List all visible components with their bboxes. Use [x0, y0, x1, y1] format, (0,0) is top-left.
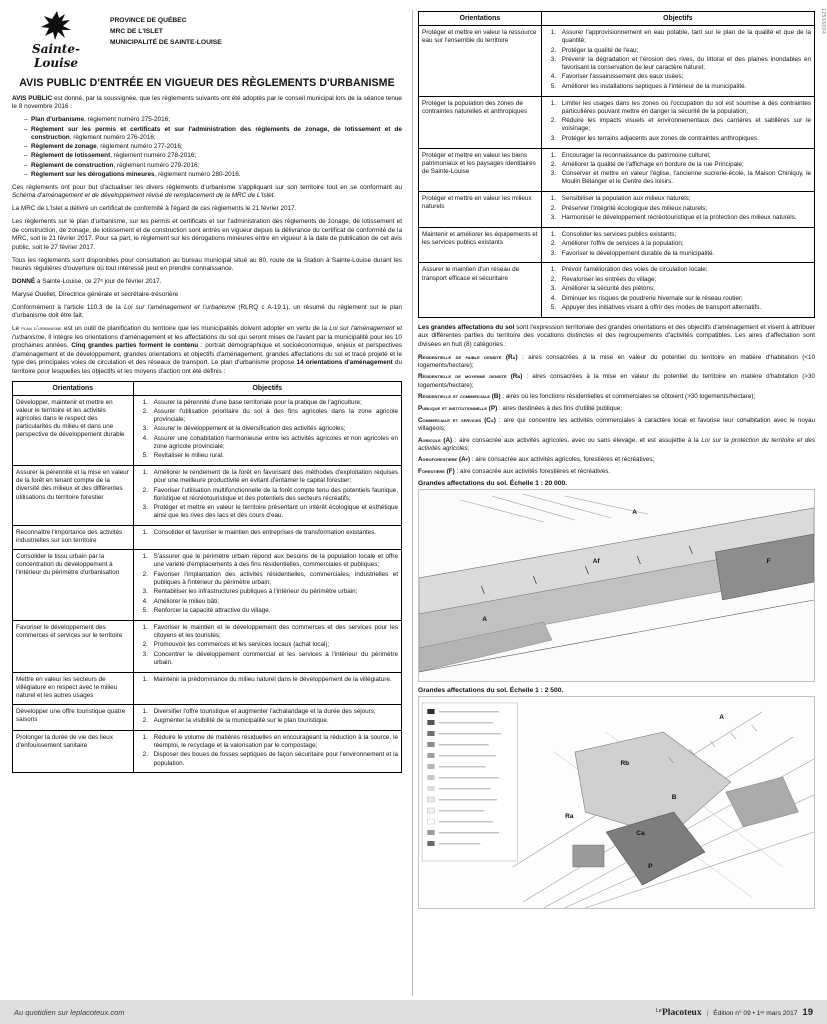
- right-column: [418, 10, 815, 990]
- objectif-item: 5. Renforcer la capacité attractive du village.: [150, 607, 398, 615]
- table-row: [13, 730, 402, 773]
- zone-label: A: [632, 508, 637, 516]
- text-run: sont l'expression territoriale des grandes orientations et des objectifs d'aménagement et visent à attribuer aux différentes parties du territoire des vocations distinctes et des regroupements d'activités compatibles. Les aires d'affectation sont divisées en huit (8) catégories :: [418, 323, 815, 348]
- reglement-name: Règlement sur les dérogations mineures: [31, 170, 155, 178]
- objectifs-cell: [133, 395, 401, 466]
- zone-label: P: [648, 863, 653, 871]
- zone-label: Rb: [620, 759, 630, 767]
- zone-label: Af: [592, 558, 600, 566]
- objectifs-cell: [133, 672, 401, 704]
- objectifs-cell: [541, 26, 814, 97]
- municipality-header: [12, 10, 402, 70]
- orientation-cell: Développer, maintenir et mettre en valeur le territoire et les activités agricoles dans le respect des particularités du milieu et dans une perspective de développement durable: [13, 395, 134, 466]
- objectif-item: 2. Revaloriser les entrées du village;: [558, 276, 811, 284]
- objectifs-cell: [541, 263, 814, 317]
- brand-prefix: Le: [655, 1007, 662, 1014]
- objectif-item: 2. Protéger la qualité de l'eau;: [558, 47, 811, 55]
- leaf-icon: [38, 10, 74, 41]
- affectation-description: : aires où les fonctions résidentielles et commerciales se côtoient (>30 logements/hectare);: [500, 393, 756, 401]
- header-line-province: PROVINCE DE QUÉBEC: [110, 17, 187, 24]
- column-divider: [412, 10, 413, 996]
- text-run: Conformément à l'article 110.3 de la: [12, 303, 124, 311]
- orientations-header: Orientations: [419, 12, 542, 26]
- objectif-item: 1. Favoriser le maintien et le développement des commerces et des services pour les citoyens et les touristes;: [150, 624, 398, 640]
- text-run: plan d'urbanisme: [21, 325, 62, 333]
- objectif-item: 1. Encourager la reconnaissance du patrimoine culturel;: [558, 152, 811, 160]
- zone-label: Ca: [636, 829, 645, 837]
- zone-label: A: [719, 713, 724, 721]
- logo-wordmark: Sainte-Louise: [32, 42, 80, 70]
- law-reference: Loi sur la protection du territoire et des activités agricoles: [418, 436, 816, 452]
- orientation-cell: Favoriser le développement des commerces et services sur le territoire: [13, 620, 134, 672]
- map2-graphic: [419, 697, 814, 908]
- header-line-mrc: MRC DE L'ISLET: [110, 28, 163, 36]
- objectif-item: 3. Concentrer le développement commercial et les services à l'intérieur du périmètre urbain.: [150, 651, 398, 667]
- objectifs-cell: [541, 227, 814, 263]
- objectifs-header: Objectifs: [541, 12, 814, 26]
- affectations-list: [418, 354, 815, 477]
- zone-label: A: [482, 615, 487, 623]
- text-run: ;: [467, 444, 470, 452]
- notice-paragraph-4: Les règlements sur le plan d'urbanisme, sur les permis et certificats et sur l'administration des règlements de zonage, de lotissement et de construction, de zonage, de lotissement et de construction sont entrés en vigueur depuis la délivrance du certificat de conformité de la MRC, soit le 21 février 2017. Pour sa part, le règlement sur les dérogations mineures entre en vigueur à la date de publication de cet avis public, soit le 27 février 2017.: [12, 218, 402, 251]
- text-run: du territoire pour lesquelles les objectifs et les moyens d'action ont été définis :: [12, 359, 402, 375]
- orientation-cell: Protéger la population des zones de contraintes naturelles et anthropiques: [419, 96, 542, 148]
- map1-caption: Grandes affectations du sol. Échelle 1 : 20 000.: [418, 479, 568, 487]
- affectation-item: [418, 354, 815, 370]
- notice-paragraph-9: [12, 325, 402, 376]
- orientation-cell: Mettre en valeur les secteurs de villégiature en respect avec le milieu naturel et les autres usages: [13, 672, 134, 704]
- affectation-description: : aires destinées à des fins d'utilité publique;: [497, 404, 622, 412]
- orientation-cell: Prolonger la durée de vie des lieux d'enfouissement sanitaire: [13, 730, 134, 773]
- affectation-description: : aire qui concentre les activités commerciales à caractère local et favorise leur cohabitation avec le noyau villageois;: [418, 416, 815, 432]
- orientations-table-right: [418, 11, 815, 318]
- text-run: (RLRQ c A-19.1), un résumé du règlement sur le plan d'urbanisme doit être fait.: [12, 303, 403, 320]
- affectation-item: [418, 393, 815, 401]
- objectif-item: 4. Favoriser l'assainissement des eaux usées;: [558, 73, 811, 81]
- text-run: Ces règlements ont pour but d'actualiser les divers règlements d'urbanisme s'appliquant sur son territoire tout en se conformant au: [12, 183, 402, 191]
- objectif-item: 3. Conserver et mettre en valeur l'église, l'ancienne sucrerie-école, la Maison Chiniquy, le Moulin Bélanger et le Centre des loisirs.: [558, 170, 811, 186]
- notice-paragraph-3: La MRC de L'Islet a délivré un certificat de conformité à l'égard de ces règlements le 21 février 2017.: [12, 205, 297, 213]
- table-row: [13, 620, 402, 672]
- reglements-list: [16, 116, 402, 179]
- page-title: AVIS PUBLIC D'ENTRÉE EN VIGUEUR DES RÈGLEMENTS D'URBANISME: [19, 77, 395, 89]
- objectif-item: 2. Préserver l'intégrité écologique des milieux naturels;: [558, 205, 811, 213]
- text-run: est donné, par la soussignée, que les règlements suivants ont été adoptés par le conseil municipal lors de la séance tenue le 8 novembre 2016 :: [12, 95, 402, 111]
- objectif-item: 2. Favoriser l'utilisation multifonctionnelle de la forêt compte tenu des potentiels faunique, floristique et récréotouristique et des potentiels des secteurs récréatifs;: [150, 487, 398, 503]
- notice-paragraph-5: Tous les règlements sont disponibles pour consultation au bureau municipal situé au 80, route de la Station à Sainte-Louise durant les heures régulières d'ouverture où tout intéressé peut en prendre connaissance.: [12, 256, 402, 273]
- objectif-item: 1. Diversifier l'offre touristique et augmenter l'achalandage et la durée des séjours;: [150, 708, 398, 716]
- edition-code: 12516004: [820, 8, 826, 35]
- objectif-item: 4. Diminuer les risques de poudrerie hivernale sur le réseau routier;: [558, 295, 811, 303]
- header-line-municipality: MUNICIPALITÉ DE SAINTE-LOUISE: [110, 39, 222, 47]
- zone-label: F: [766, 558, 771, 566]
- affectation-category: Résidentielle et commerciale (B): [418, 393, 501, 401]
- reglement-number: , règlement numéro 280-2016.: [154, 170, 241, 178]
- reglement-item: [24, 162, 402, 171]
- objectif-item: 4. Améliorer le milieu bâti;: [150, 598, 398, 606]
- objectif-item: 2. Améliorer la qualité de l'affichage en bordure de la rue Principale;: [558, 161, 811, 169]
- affectation-category: Agricole (A): [418, 436, 453, 444]
- affectation-description: : aire consacrée aux activités agricoles, forestières et récréatives;: [470, 456, 655, 464]
- affectation-category: Forestière (F): [418, 468, 455, 476]
- objectif-item: 2. Disposer des boues de fosses septiques de façon sécuritaire pour l'environnement et la population.: [150, 751, 398, 767]
- page-footer: [0, 1000, 827, 1024]
- objectif-item: 3. Harmoniser le développement récréotouristique et la protection des milieux naturels.: [558, 214, 811, 222]
- objectif-item: 5. Revitaliser le milieu rural.: [150, 452, 398, 460]
- text-run: Cinq grandes parties forment le contenu: [71, 342, 199, 350]
- reglement-item: [24, 143, 402, 152]
- text-run: est un outil de planification du territoire que les municipalités doivent adopter en vertu de la: [61, 325, 330, 333]
- table-row: [13, 704, 402, 730]
- affectation-map-20000: [418, 489, 815, 682]
- reglement-number: , règlement numéro 275-2016;: [84, 116, 170, 124]
- reglement-item: [24, 126, 402, 143]
- edition-label: Édition n° 09 • 1ᵉʳ mars 2017: [713, 1009, 798, 1017]
- table-row: [13, 466, 402, 526]
- affectation-description: : aires consacrées à la mise en valeur du potentiel du territoire en matière d'habitation (<10 logements/hectare);: [418, 353, 815, 369]
- left-column: [12, 10, 402, 990]
- reglement-number: , règlement numéro 278-2016;: [110, 152, 197, 160]
- affectation-description: : aire consacrée aux activités agricoles, avec ou sans élevage, et est assujettie à la: [452, 436, 702, 444]
- footer-separator: |: [706, 1009, 709, 1017]
- objectif-item: 2. Favoriser l'implantation des activités résidentielles, commerciales, industrielles et publiques à l'intérieur du périmètre urbain;: [150, 571, 398, 587]
- objectif-item: 5. Appuyer des initiatives visant à offrir des modes de transport alternatifs.: [558, 304, 811, 312]
- footer-tagline: Au quotidien sur leplacoteux.com: [14, 1007, 125, 1017]
- objectifs-header: Objectifs: [133, 381, 401, 395]
- affectation-description: : aire consacrée aux activités forestières et récréatives.: [454, 468, 611, 476]
- text-run: . Il intègre les orientations d'aménagement et les affectations du sol qui seront mises de l'avant par la municipalité pour les 10 prochaines années.: [12, 333, 402, 350]
- objectifs-cell: [133, 620, 401, 672]
- objectif-item: 5. Améliorer les installations septiques à l'intérieur de la municipalité.: [558, 83, 811, 91]
- objectif-item: 1. Maintenir la prédominance du milieu naturel dans le développement de la villégiature.: [150, 676, 398, 684]
- zone-label: Ra: [565, 812, 574, 820]
- objectifs-cell: [541, 148, 814, 192]
- objectif-item: 4. Assurer une cohabitation harmonieuse entre les activités agricoles et non agricoles en zone agricole provinciale;: [150, 435, 398, 451]
- table-row: [13, 526, 402, 550]
- affectation-item: [418, 405, 815, 413]
- objectif-item: 1. Limiter les usages dans les zones où l'occupation du sol est soumise à des contraintes particulières pouvant mettre en danger la sécurité de la population;: [558, 100, 811, 116]
- orientations-table-left: [12, 381, 402, 774]
- affectations-intro: [418, 324, 815, 349]
- affectation-category: Commerciale et services (Ca): [418, 416, 496, 424]
- text-run: Les grandes affectations du sol: [418, 323, 515, 331]
- affectation-item: [418, 373, 815, 389]
- objectif-item: 2. Améliorer l'offre de services à la population;: [558, 240, 811, 248]
- objectifs-cell: [541, 96, 814, 148]
- map1-graphic: [419, 490, 814, 681]
- table-row: [419, 227, 815, 263]
- orientations-header: Orientations: [13, 381, 134, 395]
- objectif-item: 1. S'assurer que le périmètre urbain répond aux besoins de la population locale et offre une variété d'emplacements à des fins résidentielles, commerciales et publiques;: [150, 553, 398, 569]
- objectifs-cell: [133, 704, 401, 730]
- reglement-name: Règlement sur les permis et certificats et sur l'administration des règlements de zonage, de lotissement et de construction: [31, 125, 402, 142]
- reglement-number: , règlement numéro 276-2016;: [69, 134, 156, 142]
- objectif-item: 3. Protéger et mettre en valeur le territoire présentant un intérêt écologique et esthétique ainsi que les rives des lacs et des cours d'eau.: [150, 504, 398, 520]
- newspaper-brand: [656, 1008, 702, 1018]
- objectifs-cell: [541, 192, 814, 228]
- text-run: Schéma d'aménagement et de développement révisé de remplacement de la MRC de L'Islet.: [12, 192, 276, 200]
- table-row: [419, 263, 815, 317]
- signature-line: Maryse Ouellet, Directrice générale et secrétaire-trésorière: [12, 290, 179, 298]
- objectif-item: 1. Sensibiliser la population aux milieux naturels;: [558, 195, 811, 203]
- objectif-item: 1. Consolider et favoriser le maintien des entreprises de transformation existantes.: [150, 529, 398, 537]
- objectif-item: 3. Prévenir la dégradation et l'érosion des rives, du littoral et des plaines inondables en favorisant la conservation de leur caractère naturel;: [558, 56, 811, 72]
- header-lines: [110, 10, 222, 70]
- affectation-item: [418, 417, 815, 433]
- affectation-category: Résidentielle de moyenne densité (Rb): [418, 373, 523, 381]
- footer-edition-info: [656, 1007, 813, 1018]
- orientation-cell: Protéger et mettre en valeur les biens patrimoniaux et les paysages identitaires de Sainte-Louise: [419, 148, 542, 192]
- text-run: à Sainte-Louise, ce 27ᵉ jour de février 2017.: [35, 277, 162, 285]
- objectif-item: 1. Assurer la pérennité d'une base territoriale pour la pratique de l'agriculture;: [150, 399, 398, 407]
- municipality-logo: [12, 10, 100, 70]
- reglement-number: , règlement numéro 277-2016;: [96, 143, 183, 151]
- objectifs-cell: [133, 550, 401, 621]
- table-row: [13, 672, 402, 704]
- reglement-item: [24, 116, 402, 125]
- reglement-name: Plan d'urbanisme: [31, 116, 85, 124]
- zone-label: B: [671, 793, 677, 801]
- text-run: 14 orientations d'aménagement: [296, 359, 393, 367]
- affectation-description: : aires consacrées à la mise en valeur du potentiel du territoire en matière d'habitation (>30 logements/hectare);: [418, 373, 815, 389]
- affectation-category: Agroforestière (Af): [418, 456, 471, 464]
- reglement-name: Règlement de lotissement: [31, 152, 111, 160]
- affectation-category: Publique et institutionnelle (P): [418, 404, 498, 412]
- orientation-cell: Assurer la pérennité et la mise en valeur de la forêt en tenant compte de la diversité des milieux et des différentes utilisations du territoire forestier: [13, 466, 134, 526]
- reglement-item: [24, 171, 402, 180]
- table-row: [13, 550, 402, 621]
- table-row: [13, 395, 402, 466]
- text-run: Le: [12, 325, 22, 333]
- orientation-cell: Consolider le tissu urbain par la concentration du développement à l'intérieur du périmètre d'urbanisation: [13, 550, 134, 621]
- objectif-item: 1. Prévoir l'amélioration des voies de circulation locale;: [558, 266, 811, 274]
- affectation-map-2500: [418, 696, 815, 909]
- text-run: Loi sur l'aménagement et l'urbanisme: [12, 325, 402, 341]
- objectif-item: 1. Assurer l'approvisionnement en eau potable, tant sur le plan de la qualité et que de la quantité;: [558, 29, 811, 45]
- affectation-item: [418, 468, 815, 476]
- text-run: AVIS PUBLIC: [12, 95, 53, 102]
- affectation-item: [418, 456, 815, 464]
- objectif-item: 1. Améliorer le rendement de la forêt en favorisant des méthodes d'exploitation requises pour une meilleure productivité en évitant d'entamer le capital forestier;: [150, 469, 398, 485]
- objectif-item: 1. Réduire le volume de matières résiduelles en encourageant la réduction à la source, le réemploi, le recyclage et la valorisation par le compostage;: [150, 734, 398, 750]
- orientation-cell: Protéger et mettre en valeur la ressource eau sur l'ensemble du territoire: [419, 26, 542, 97]
- orientation-cell: Maintenir et améliorer les équipements et les services publics existants: [419, 227, 542, 263]
- text-run: DONNÉ: [12, 277, 36, 285]
- notice-paragraph-8: [12, 304, 402, 321]
- text-run: : portrait démographique et socioéconomique, enjeux et perspectives d'aménagement et de développement, grandes orientations et objectifs d'aménagement, grandes affectations du sol et tracé projeté et le type des principales voies de circulation et des réseaux de transport. Le plan d'urbanisme propose: [12, 342, 402, 367]
- objectifs-cell: [133, 526, 401, 550]
- table-row: [419, 148, 815, 192]
- objectifs-cell: [133, 466, 401, 526]
- objectif-item: 1. Consolider les services publics existants;: [558, 231, 811, 239]
- notice-paragraph-1: [12, 95, 402, 112]
- objectif-item: 2. Promouvoir les commerces et les services locaux (achat local);: [150, 641, 398, 649]
- table-row: [419, 96, 815, 148]
- reglement-item: [24, 152, 402, 161]
- orientation-cell: Protéger et mettre en valeur les milieux naturels: [419, 192, 542, 228]
- reglement-number: , règlement numéro 279-2016;: [113, 161, 200, 169]
- orientation-cell: Assurer le maintien d'un réseau de transport efficace et sécuritaire: [419, 263, 542, 317]
- objectif-item: 2. Augmenter la visibilité de la municipalité sur le plan touristique.: [150, 717, 398, 725]
- objectif-item: 3. Favoriser le développement durable de la municipalité.: [558, 250, 811, 258]
- objectif-item: 2. Assurer l'utilisation prioritaire du sol à des fins agricoles dans la zone agricole provinciale;: [150, 408, 398, 424]
- table-row: [419, 192, 815, 228]
- objectif-item: 3. Rentabiliser les infrastructures publiques à l'intérieur du périmètre urbain;: [150, 588, 398, 596]
- objectif-item: 3. Améliorer la sécurité des piétons;: [558, 285, 811, 293]
- table-header-row: [13, 381, 402, 395]
- brand-name: Placoteux: [662, 1007, 702, 1018]
- affectation-item: [418, 437, 815, 453]
- objectifs-cell: [133, 730, 401, 773]
- text-run: Loi sur l'aménagement et l'urbanisme: [123, 303, 236, 311]
- reglement-name: Règlement de construction: [31, 161, 114, 169]
- page-number: 19: [802, 1006, 813, 1018]
- orientation-cell: Développer une offre touristique quatre saisons: [13, 704, 134, 730]
- orientation-cell: Reconnaître l'importance des activités industrielles sur son territoire: [13, 526, 134, 550]
- table-row: [419, 26, 815, 97]
- table-header-row: [419, 12, 815, 26]
- notice-paragraph-6: [12, 278, 402, 286]
- affectation-category: Résidentielle de faible densité (Ra): [418, 353, 518, 361]
- reglement-name: Règlement de zonage: [31, 143, 97, 151]
- objectif-item: 3. Assurer le développement et la diversification des activités agricoles;: [150, 425, 398, 433]
- notice-paragraph-2: [12, 184, 402, 201]
- map2-caption: Grandes affectations du sol. Échelle 1 : 2 500.: [418, 686, 564, 694]
- objectif-item: 3. Protéger les terrains adjacents aux zones de contraintes anthropiques.: [558, 135, 811, 143]
- objectif-item: 2. Réduire les impacts visuels et environnementaux des carrières et sablières sur le voisinage;: [558, 117, 811, 133]
